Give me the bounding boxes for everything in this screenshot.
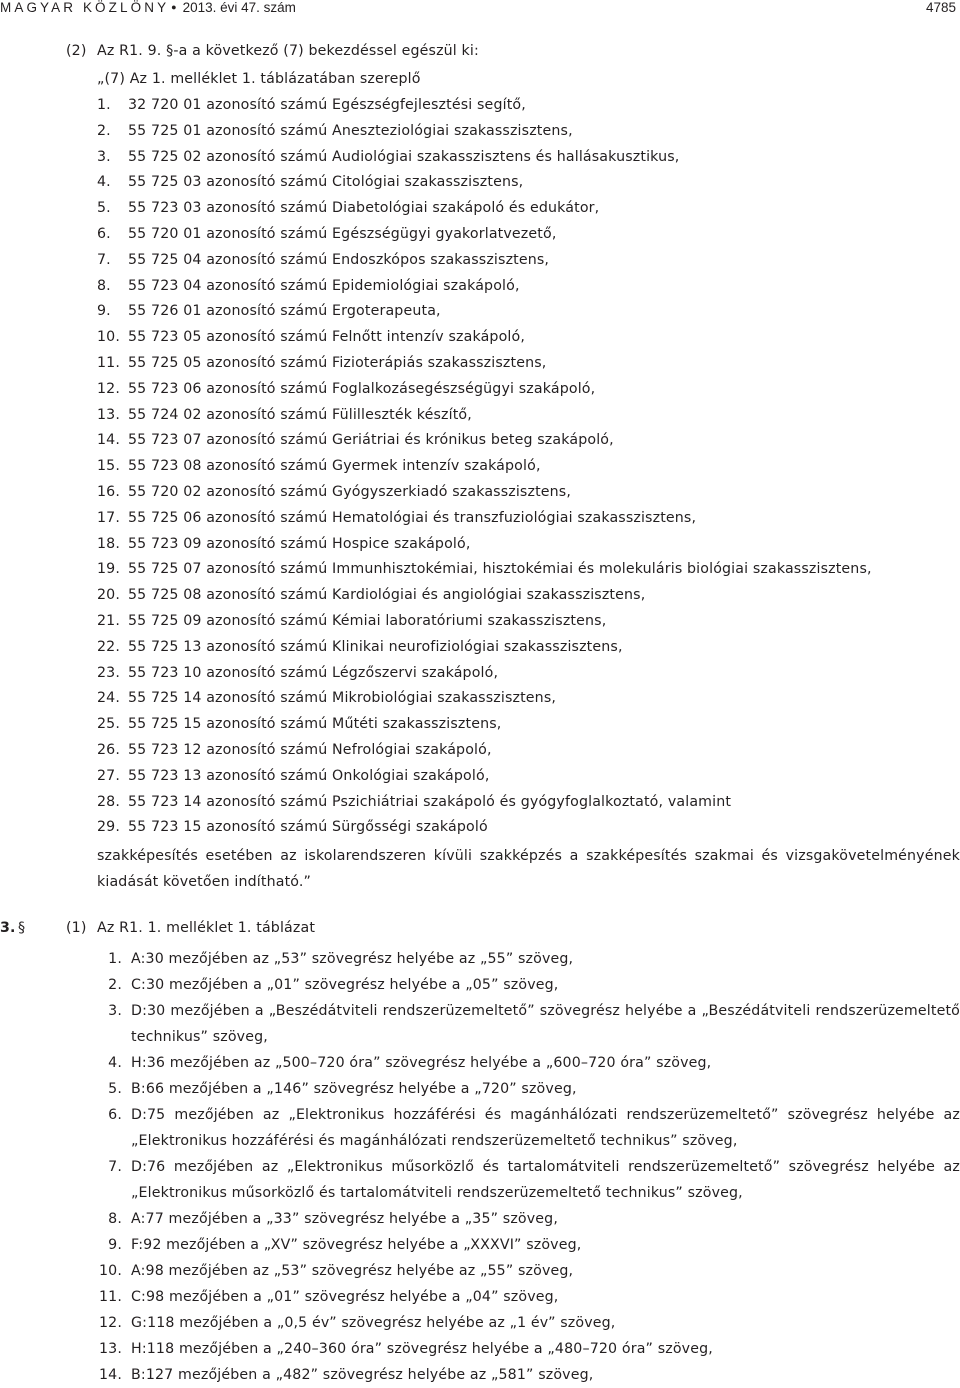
list-item-number: 13. bbox=[98, 1341, 122, 1357]
list-item-text: A:98 mezőjében az „53” szövegrész helyébe az „55” szöveg, bbox=[131, 1263, 574, 1279]
list-item-number: 3. bbox=[108, 1003, 122, 1019]
list-item-text: D:30 mezőjében a „Beszédátviteli rendszerüzemeltető” szövegrész helyébe a „Beszédátviteli rendszerüzemeltető technikus” szöveg, bbox=[131, 1003, 960, 1045]
section-number: 3. bbox=[0, 920, 16, 936]
list-item-number: 29. bbox=[97, 819, 121, 836]
list-item-text: 55 725 08 azonosító számú Kardiológiai és angiológiai szakasszisztens, bbox=[128, 587, 646, 604]
list-item-number: 16. bbox=[97, 484, 121, 500]
list-item-text: 55 723 06 azonosító számú Foglalkozásegészségügyi szakápoló, bbox=[128, 380, 596, 397]
list-item-number: 26. bbox=[97, 742, 121, 758]
list-item-number: 5. bbox=[97, 200, 111, 217]
list-item bbox=[97, 1336, 960, 1362]
list-item-number: 9. bbox=[108, 1237, 122, 1253]
list-item-number: 21. bbox=[97, 613, 121, 629]
list-item-text: 55 725 03 azonosító számú Citológiai szakasszisztens, bbox=[128, 174, 524, 191]
list-item-number: 17. bbox=[97, 509, 121, 526]
list-item-text: H:36 mezőjében az „500–720 óra” szövegrész helyébe a „600–720 óra” szöveg, bbox=[131, 1055, 712, 1071]
list-item bbox=[97, 1232, 960, 1258]
paragraph-text: Az R1. 9. §-a a következő (7) bekezdéssel egészül ki: bbox=[97, 43, 479, 59]
list-item-text: 55 723 03 azonosító számú Diabetológiai szakápoló és edukátor, bbox=[128, 200, 600, 217]
subsection-marker: (1) bbox=[66, 920, 87, 936]
list-item-text: 55 725 05 azonosító számú Fizioterápiás szakasszisztens, bbox=[128, 355, 547, 371]
list-item-text: 55 725 07 azonosító számú Immunhisztokémiai, hisztokémiai és molekuláris biológiai szakasszisztens, bbox=[128, 561, 872, 578]
list-item bbox=[97, 1258, 960, 1284]
section-heading bbox=[0, 920, 960, 940]
list-item-number: 8. bbox=[97, 277, 111, 294]
list-item-number: 7. bbox=[97, 251, 111, 268]
list-item-number: 24. bbox=[97, 690, 121, 707]
list-item-number: 2. bbox=[97, 122, 111, 139]
list-item-text: A:30 mezőjében az „53” szövegrész helyébe az „55” szöveg, bbox=[131, 951, 574, 967]
list-item bbox=[97, 1102, 960, 1154]
paragraph-marker: (2) bbox=[66, 43, 87, 59]
list-item-text: 55 725 06 azonosító számú Hematológiai és transzfuziológiai szakasszisztens, bbox=[128, 509, 697, 526]
list-item bbox=[97, 1206, 960, 1232]
list-item-text: 55 723 12 azonosító számú Nefrológiai szakápoló, bbox=[128, 742, 492, 758]
list-item-text: 55 725 14 azonosító számú Mikrobiológiai szakasszisztens, bbox=[128, 690, 557, 707]
list-item-text: B:127 mezőjében a „482” szövegrész helyébe az „581” szöveg, bbox=[131, 1367, 594, 1383]
list-item-text: 55 723 15 azonosító számú Sürgősségi szakápoló bbox=[128, 819, 488, 836]
journal-title: MAGYAR KÖZLÖNY bbox=[0, 0, 170, 15]
list-item-number: 8. bbox=[108, 1211, 122, 1227]
list-item-text: H:118 mezőjében a „240–360 óra” szövegrész helyébe a „480–720 óra” szöveg, bbox=[131, 1341, 713, 1357]
list-item-text: 55 725 09 azonosító számú Kémiai laboratóriumi szakasszisztens, bbox=[128, 613, 607, 629]
list-item bbox=[97, 1362, 960, 1388]
list-item-number: 22. bbox=[97, 638, 121, 655]
list-item-number: 20. bbox=[97, 587, 121, 604]
list-item-number: 5. bbox=[108, 1081, 122, 1097]
list-item bbox=[97, 972, 960, 998]
list-item-text: 32 720 01 azonosító számú Egészségfejlesztési segítő, bbox=[128, 97, 526, 113]
list-item-number: 9. bbox=[97, 303, 111, 320]
list-item-text: 55 725 04 azonosító számú Endoszkópos szakasszisztens, bbox=[128, 251, 550, 268]
list-item-text: 55 725 01 azonosító számú Aneszteziológiai szakasszisztens, bbox=[128, 122, 573, 139]
closing-paragraph: szakképesítés esetében az iskolarendszeren kívüli szakképzés a szakképesítés szakmai és vizsgakövetelményének kiadását követően indítható.” bbox=[97, 848, 960, 890]
page-number: 4785 bbox=[925, 0, 956, 15]
list-item bbox=[97, 1284, 960, 1310]
list-item-text: A:77 mezőjében a „33” szövegrész helyébe a „35” szöveg, bbox=[131, 1211, 559, 1227]
section-sign: § bbox=[18, 920, 26, 936]
list-item-text: 55 725 15 azonosító számú Műtéti szakasszisztens, bbox=[128, 716, 502, 733]
list-item bbox=[97, 946, 960, 972]
list-item-number: 11. bbox=[97, 355, 121, 371]
quote-intro: „(7) Az 1. melléklet 1. táblázatában szereplő bbox=[97, 71, 421, 87]
list-item-text: 55 725 02 azonosító számú Audiológiai szakasszisztens és hallásakusztikus, bbox=[128, 148, 680, 165]
list-item-text: 55 726 01 azonosító számú Ergoterapeuta, bbox=[128, 303, 441, 320]
list-item-text: 55 723 10 azonosító számú Légzőszervi szakápoló, bbox=[128, 664, 499, 681]
list-item-number: 19. bbox=[97, 561, 121, 578]
list-item-number: 14. bbox=[97, 432, 121, 449]
list-item-number: 25. bbox=[97, 716, 121, 733]
list-item-text: F:92 mezőjében a „XV” szövegrész helyébe a „XXXVI” szöveg, bbox=[131, 1237, 582, 1253]
list-item-number: 15. bbox=[97, 458, 121, 475]
list-item-text: B:66 mezőjében a „146” szövegrész helyébe a „720” szöveg, bbox=[131, 1081, 577, 1097]
list-item bbox=[97, 1050, 960, 1076]
list-item-text: D:75 mezőjében az „Elektronikus hozzáférési és magánhálózati rendszerüzemeltető” szövegrész helyébe az „Elektronikus hozzáférési és magánhálózati rendszerüzemeltető technikus” szöveg, bbox=[131, 1107, 960, 1149]
list-item-number: 13. bbox=[97, 406, 121, 423]
list-item-number: 27. bbox=[97, 767, 121, 784]
list-item-number: 23. bbox=[97, 664, 121, 681]
list-item-text: C:30 mezőjében a „01” szövegrész helyébe a „05” szöveg, bbox=[131, 977, 559, 993]
list-item-number: 1. bbox=[97, 97, 111, 113]
list-item-number: 6. bbox=[97, 226, 111, 242]
list-item-number: 14. bbox=[98, 1367, 122, 1383]
subsection-text: Az R1. 1. melléklet 1. táblázat bbox=[97, 920, 316, 936]
list-item-text: G:118 mezőjében a „0,5 év” szövegrész helyébe az „1 év” szöveg, bbox=[131, 1315, 616, 1331]
list-item-text: 55 723 05 azonosító számú Felnőtt intenzív szakápoló, bbox=[128, 329, 525, 346]
list-item-number: 18. bbox=[97, 535, 121, 552]
list-item-text: 55 720 02 azonosító számú Gyógyszerkiadó szakasszisztens, bbox=[128, 484, 572, 500]
list-item-number: 3. bbox=[97, 148, 111, 165]
list-item-number: 7. bbox=[108, 1159, 122, 1175]
list-item-number: 6. bbox=[108, 1107, 122, 1123]
list-item-text: 55 725 13 azonosító számú Klinikai neurofiziológiai szakasszisztens, bbox=[128, 638, 623, 655]
list-item-text: C:98 mezőjében a „01” szövegrész helyébe a „04” szöveg, bbox=[131, 1289, 559, 1305]
list-item-text: 55 723 04 azonosító számú Epidemiológiai szakápoló, bbox=[128, 277, 520, 294]
bullet-separator-icon: ● bbox=[171, 2, 177, 12]
list-item-text: 55 723 07 azonosító számú Geriátriai és krónikus beteg szakápoló, bbox=[128, 432, 614, 449]
list-item-text: 55 724 02 azonosító számú Fülilleszték készítő, bbox=[128, 406, 472, 423]
issue-label: 2013. évi 47. szám bbox=[182, 0, 296, 15]
list-item bbox=[97, 1076, 960, 1102]
list-item-text: 55 720 01 azonosító számú Egészségügyi gyakorlatvezető, bbox=[128, 226, 557, 242]
list-item-number: 4. bbox=[108, 1055, 122, 1071]
list-item-number: 12. bbox=[98, 1315, 122, 1331]
list-item bbox=[97, 1154, 960, 1206]
list-item-number: 10. bbox=[98, 1263, 122, 1279]
list-item-number: 10. bbox=[97, 329, 121, 346]
list-item-text: 55 723 13 azonosító számú Onkológiai szakápoló, bbox=[128, 767, 490, 784]
list-item-text: 55 723 14 azonosító számú Pszichiátriai szakápoló és gyógyfoglalkoztató, valamint bbox=[128, 793, 732, 810]
list-item-number: 2. bbox=[108, 977, 122, 993]
list-item-number: 1. bbox=[108, 951, 122, 967]
list-item-number: 28. bbox=[97, 793, 121, 810]
list-item bbox=[97, 1310, 960, 1336]
list-item-number: 11. bbox=[98, 1289, 122, 1305]
list-item-text: 55 723 08 azonosító számú Gyermek intenzív szakápoló, bbox=[128, 458, 541, 475]
list-item-number: 12. bbox=[97, 380, 121, 397]
list-item bbox=[97, 998, 960, 1050]
list-item-text: 55 723 09 azonosító számú Hospice szakápoló, bbox=[128, 535, 471, 552]
list-item-number: 4. bbox=[97, 174, 111, 191]
list-item-text: D:76 mezőjében az „Elektronikus műsorközlő és tartalomátviteli rendszerüzemeltető” szövegrész helyébe az „Elektronikus műsorközlő és tartalomátviteli rendszerüzemeltető technikus” szöveg, bbox=[131, 1159, 960, 1201]
